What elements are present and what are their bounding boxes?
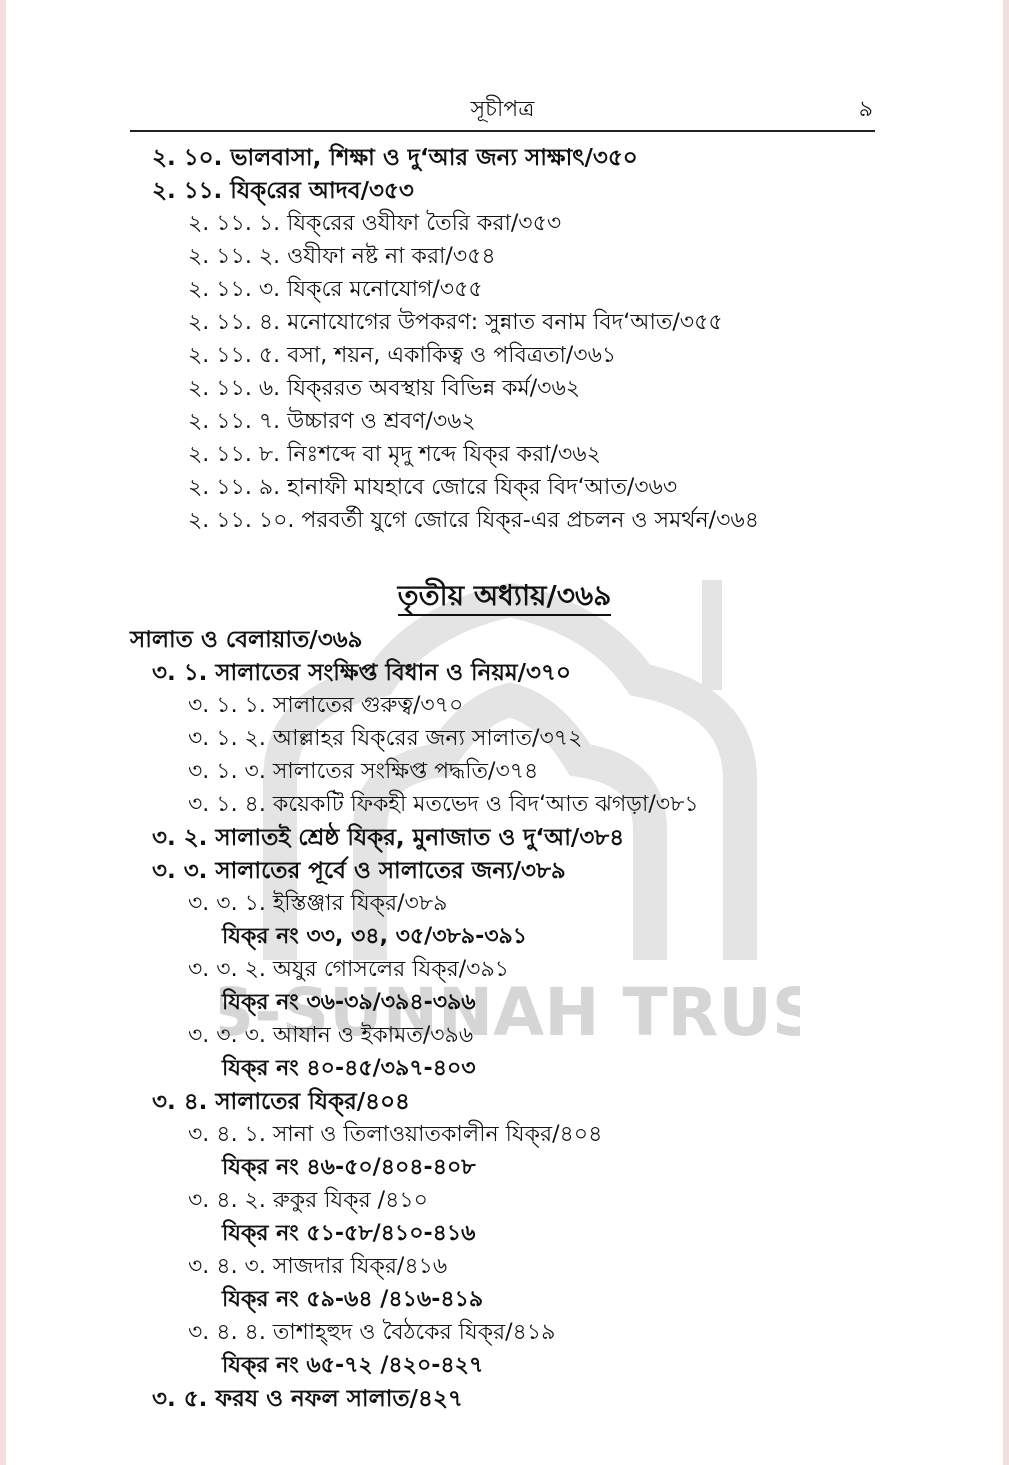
toc-entry: ২. ১১. ৪. মনোযোগের উপকরণ: সুন্নাত বনাম বিদ‘আত/৩৫৫ (188, 310, 723, 335)
watermark-text: S-SUNNAH TRUS (220, 974, 800, 1051)
toc-entry: ৩. ৪. ৩. সাজদার যিক্‌র/৪১৬ (188, 1254, 448, 1279)
chapter-heading (0, 574, 1009, 621)
toc-entry: ২. ১০. ভালবাসা, শিক্ষা ও দু‘আর জন্য সাক্ষাৎ/৩৫০ (152, 145, 638, 171)
toc-entry: ৩. ১. ৪. কয়েকটি ফিকহী মতভেদ ও বিদ‘আত ঝগড়া/৩৮১ (188, 792, 699, 817)
toc-entry: ২. ১১. ৯. হানাফী মাযহাবে জোরে যিক্‌র বিদ‘আত/৩৬৩ (188, 475, 678, 500)
toc-entry: ২. ১১. ১০. পরবর্তী যুগে জোরে যিক্‌র-এর প্রচলন ও সমর্থন/৩৬৪ (188, 508, 759, 533)
toc-note: যিক্‌র নং ৬৫-৭২ /৪২০-৪২৭ (222, 1353, 484, 1378)
toc-entry: ৩. ১. সালাতের সংক্ষিপ্ত বিধান ও নিয়ম/৩৭০ (152, 660, 571, 686)
toc-entry: ৩. ৩. ৩. আযান ও ইকামত/৩৯৬ (188, 1023, 474, 1048)
toc-entry: ২. ১১. ৮. নিঃশব্দে বা মৃদু শব্দে যিক্‌র করা/৩৬২ (188, 442, 601, 467)
toc-note: যিক্‌র নং ৫৯-৬৪ /৪১৬-৪১৯ (222, 1287, 484, 1312)
chapter-title: তৃতীয় অধ্যায়/৩৬৯ (398, 579, 612, 616)
toc-entry: ২. ১১. ৬. যিক্‌ররত অবস্থায় বিভিন্ন কর্ম/৩৬২ (188, 376, 581, 401)
toc-entry: ৩. ২. সালাতই শ্রেষ্ঠ যিক্‌র, মুনাজাত ও দু‘আ/৩৮৪ (152, 825, 625, 851)
toc-note: যিক্‌র নং ৩৩, ৩৪, ৩৫/৩৮৯-৩৯১ (222, 924, 528, 949)
toc-entry: ৩. ৪. সালাতের যিক্‌র/৪০৪ (152, 1089, 410, 1115)
page-title: সূচীপত্র (470, 97, 535, 122)
toc-entry: ২. ১১. ৫. বসা, শয়ন, একাকিত্ব ও পবিত্রতা/৩৬১ (188, 343, 617, 368)
toc-entry: ২. ১১. ৭. উচ্চারণ ও শ্রবণ/৩৬২ (188, 409, 476, 434)
toc-entry: সালাত ও বেলায়াত/৩৬৯ (130, 627, 363, 653)
toc-entry: ২. ১১. ১. যিক্‌রের ওযীফা তৈরি করা/৩৫৩ (188, 211, 562, 236)
toc-entry: ৩. ৪. ৪. তাশাহ্‌হুদ ও বৈঠকের যিক্‌র/৪১৯ (188, 1320, 556, 1345)
toc-note: যিক্‌র নং ৫১-৫৮/৪১০-৪১৬ (222, 1221, 476, 1246)
toc-note: যিক্‌র নং ৪০-৪৫/৩৯৭-৪০৩ (222, 1056, 476, 1081)
toc-entry: ৩. ১. ৩. সালাতের সংক্ষিপ্ত পদ্ধতি/৩৭৪ (188, 759, 539, 784)
page-header (130, 88, 875, 132)
toc-entry: ৩. ৫. ফরয ও নফল সালাত/৪২৭ (152, 1386, 463, 1412)
toc-entry: ৩. ১. ১. সালাতের গুরুত্ব/৩৭০ (188, 693, 464, 718)
page-number: ৯ (858, 97, 873, 122)
toc-entry: ৩. ৩. ২. অযুর গোসলের যিক্‌র/৩৯১ (188, 957, 510, 982)
toc-note: যিক্‌র নং ৪৬-৫০/৪০৪-৪০৮ (222, 1155, 476, 1180)
toc-entry: ৩. ৩. ১. ইস্তিঞ্জার যিক্‌র/৩৮৯ (188, 891, 448, 916)
toc-entry: ২. ১১. ৩. যিক্‌রে মনোযোগ/৩৫৫ (188, 277, 483, 302)
toc-entry: ২. ১১. যিক্‌রের আদব/৩৫৩ (152, 178, 414, 204)
toc-entry: ৩. ৩. সালাতের পূর্বে ও সালাতের জন্য/৩৮৯ (152, 858, 566, 884)
toc-entry: ৩. ৪. ১. সানা ও তিলাওয়াতকালীন যিক্‌র/৪০৪ (188, 1122, 603, 1147)
toc-note: যিক্‌র নং ৩৬-৩৯/৩৯৪-৩৯৬ (222, 990, 476, 1015)
toc-entry: ৩. ৪. ২. রুকুর যিক্‌র /৪১০ (188, 1188, 428, 1213)
toc-entry: ২. ১১. ২. ওযীফা নষ্ট না করা/৩৫৪ (188, 244, 496, 269)
toc-entry: ৩. ১. ২. আল্লাহর যিক্‌রের জন্য সালাত/৩৭২ (188, 726, 583, 751)
